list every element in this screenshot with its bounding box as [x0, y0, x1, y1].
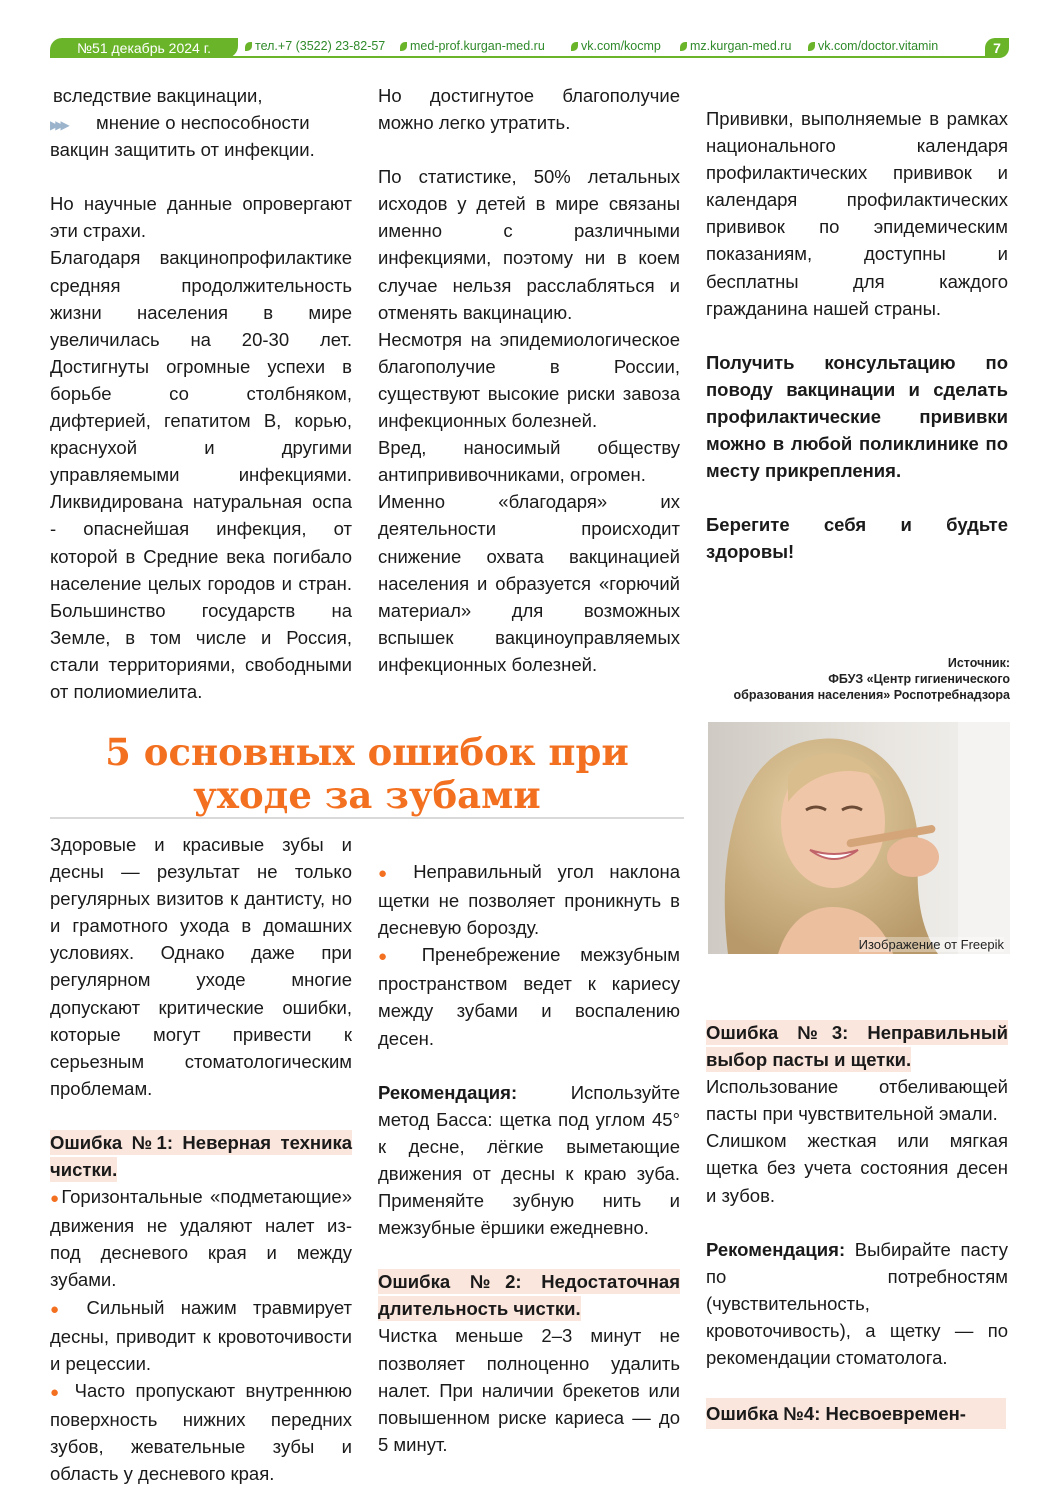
bullet-icon: ● [50, 1190, 62, 1208]
ministry-link[interactable]: mz.kurgan-med.ru [680, 38, 791, 54]
recommendation-label: Рекомендация: [706, 1238, 846, 1260]
photo-credit: Изображение от Freepik [858, 937, 1004, 952]
article1-column1 [50, 82, 352, 705]
paragraph: Благодаря вакцинопрофилактике средняя продолжительность жизни населения в мире увеличилась на 20-30 лет. Достигнуты огромные успехи в борьбе со столбняком, дифтерией, гепатитом В, корью, краснухой и другими управляемыми инфекциями. Ликвидирована натуральная оспа - опаснейшая инфекция, от которой в Средние века погибало население целых городов и стран. Большинство государств на Земле, в том числе и Россия, стали территориями, свободными от полиомиелита. [50, 247, 352, 702]
article1-column3 [706, 105, 1008, 565]
recommendation-text: Используйте метод Басса: щетка под углом 45° к десне, лёгкие выметающие движения от десны к краю зуба. Применяйте зубную нить и межзубные ёршики ежедневно. [378, 1081, 680, 1239]
recommendation-text: Выбирайте пасту по потребностям (чувствительность, кровоточивость), а щетку — по рекомендации стоматолога. [706, 1238, 1008, 1369]
vk-doctor-link[interactable]: vk.com/doctor.vitamin [808, 38, 938, 54]
paragraph: Использование отбеливающей пасты при чувствительной эмали. [706, 1076, 1008, 1125]
article1-column2 [378, 82, 680, 678]
paragraph: Но достигнутое благополучие можно легко утратить. [378, 85, 680, 134]
paragraph: Именно «благодаря» их деятельности происходит снижение охвата вакцинацией населения и образуется «горючий материал» для возможных вспышек вакциноуправляемых инфекционных болезней. [378, 491, 680, 675]
paragraph: мнение о неспособности вакцин защитить от инфекции. [50, 112, 315, 161]
leaf-icon [680, 42, 687, 51]
phone-contact: тел.+7 (3522) 23-82-57 [245, 38, 385, 54]
header-divider [50, 56, 985, 58]
recommendation-label: Рекомендация: [378, 1081, 518, 1103]
woman-brushing-teeth-illustration [708, 722, 1010, 954]
source-credit: Источник: ФБУЗ «Центр гигиенического образования населения» Роспотребнадзора [733, 656, 1010, 702]
bullet-icon: ● [378, 948, 402, 966]
paragraph: вследствие вакцинации, [53, 85, 263, 106]
article2-column3 [706, 1019, 1008, 1429]
paragraph: Прививки, выполняемые в рамках национального календаря профилактических прививок и календаря профилактических прививок по эпидемическим показаниям, доступны и бесплатны для каждого гражданина нашей страны. [706, 108, 1008, 319]
list-item: Часто пропускают внутреннюю поверхность нижних передних зубов, жевательные зубы и область у десневого края. [50, 1379, 352, 1485]
paragraph: Но научные данные опровергают эти страхи. [50, 193, 352, 242]
article2-headline: 5 основных ошибок при уходе за зубами [105, 730, 629, 817]
error1-title: Ошибка №1: Неверная техника чистки. [50, 1131, 352, 1181]
closing-wish: Берегите себя и будьте здоровы! [706, 514, 1008, 563]
error3-title: Ошибка №3: Неправильный выбор пасты и щетки. [706, 1022, 1008, 1071]
leaf-icon [400, 42, 407, 51]
issue-badge: №51 декабрь 2024 г. [50, 38, 238, 58]
paragraph: Несмотря на эпидемиологическое благополучие в России, существуют высокие риски завоза инфекционных болезней. [378, 328, 680, 432]
page-number: 7 [985, 38, 1009, 58]
intro-paragraph: Здоровые и красивые зубы и десны — результат не только регулярных визитов к дантисту, но и грамотного ухода в домашних условиях. Однако даже при регулярном уходе многие допускают критические ошибки, которые могут привести к серьезным стоматологическим проблемам. [50, 834, 352, 1099]
headline-divider [50, 817, 684, 819]
bullet-icon: ● [50, 1383, 65, 1401]
leaf-icon [571, 42, 578, 51]
leaf-icon [808, 42, 815, 51]
arrow-icon: ▶▶▶ [50, 118, 66, 133]
leaf-icon [245, 42, 252, 51]
website-link[interactable]: med-prof.kurgan-med.ru [400, 38, 545, 54]
error4-title: Ошибка №4: Несвоевремен- [706, 1398, 1006, 1429]
bullet-icon: ● [378, 865, 398, 882]
paragraph: Вред, наносимый обществу антипрививочниками, огромен. [378, 437, 680, 486]
paragraph: Слишком жесткая или мягкая щетка без учета состояния десен и зубов. [706, 1130, 1008, 1206]
list-item: Сильный нажим травмирует десны, приводит к кровоточивости и рецессии. [50, 1296, 352, 1374]
article2-column2 [378, 858, 680, 1458]
error2-title: Ошибка №2: Недостаточная длительность чистки. [378, 1271, 680, 1320]
list-item: Пренебрежение межзубным пространством ведет к кариесу между зубами и воспалению десен. [378, 944, 680, 1049]
vk-link[interactable]: vk.com/kocmp [571, 38, 661, 54]
toothbrushing-photo [708, 722, 1010, 954]
paragraph: По статистике, 50% летальных исходов у детей в мире связаны именно с различными инфекциями, поэтому ни в коем случае нельзя расслабляться и отменять вакцинацию. [378, 166, 680, 323]
consultation-callout: Получить консультацию по поводу вакцинации и сделать профилактические прививки можно в любой поликлинике по месту прикрепления. [706, 351, 1008, 482]
list-item: Неправильный угол наклона щетки не позволяет проникнуть в десневую борозду. [378, 861, 681, 939]
paragraph: Чистка меньше 2–3 минут не позволяет полноценно удалить налет. При наличии брекетов или повышенном риске кариеса — до 5 минут. [378, 1325, 680, 1455]
article2-column1 [50, 831, 352, 1487]
list-item: Горизонтальные «подметающие» движения не удаляют налет из-под десневого края и между зубами. [50, 1186, 352, 1291]
bullet-icon: ● [50, 1300, 71, 1318]
